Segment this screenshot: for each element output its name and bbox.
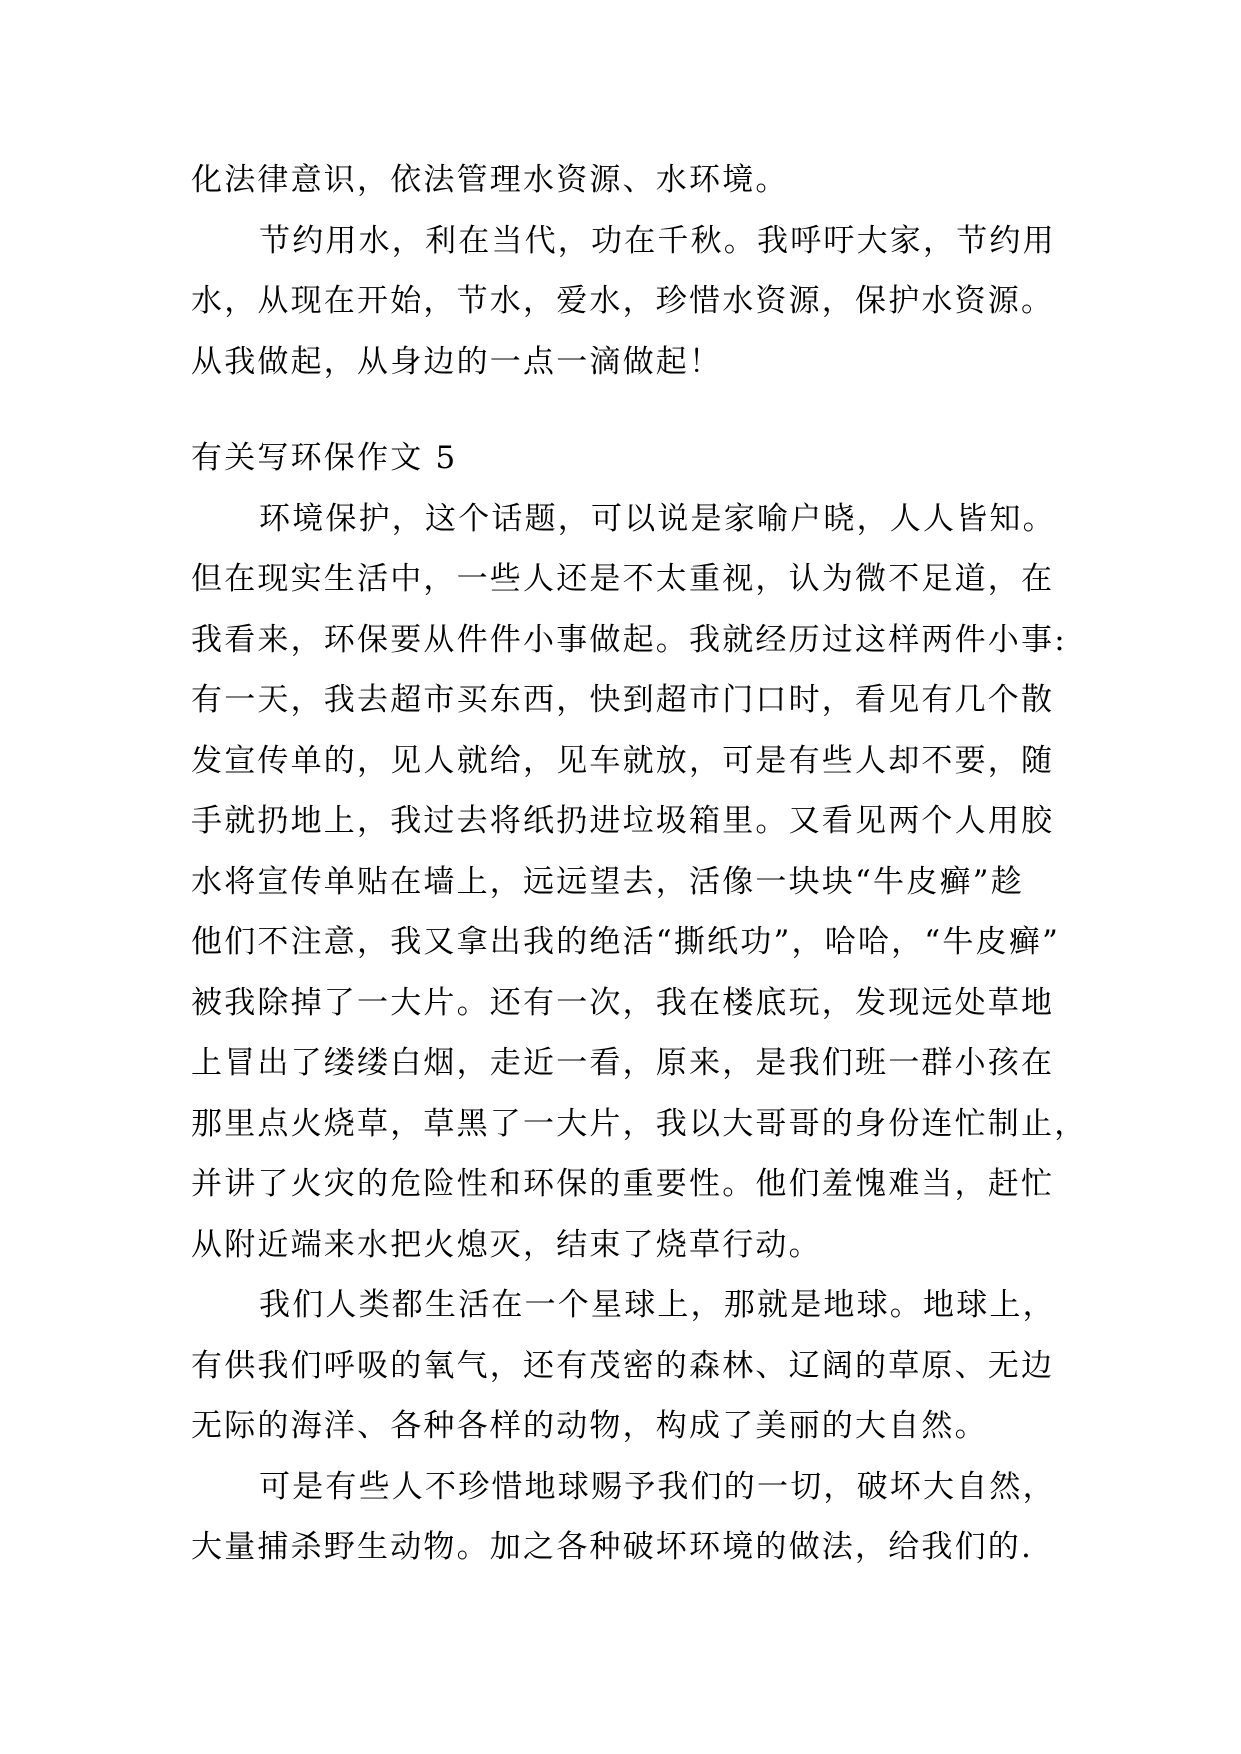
paragraph: [191, 489, 1088, 1276]
paragraph-line: 有供我们呼吸的氧气，还有茂密的森林、辽阔的草原、无边: [191, 1347, 1055, 1384]
paragraph-line: 有一天，我去超市买东西，快到超市门口时，看见有几个散: [191, 682, 1055, 718]
paragraph-line: 可是有些人不珍惜地球赐予我们的一切，破坏大自然，: [259, 1468, 1056, 1505]
paragraph-line: 并讲了火灾的危险性和环保的重要性。他们羞愧难当，赶忙: [191, 1166, 1055, 1202]
paragraph-line: 那里点火烧草，草黑了一大片，我以大哥哥的身份连忙制止，: [191, 1105, 1088, 1142]
paragraph-line: 水将宣传单贴在墙上，远远望去，活像一块块“牛皮癣”趁: [191, 863, 1024, 900]
paragraph-line: 化法律意识，依法管理水资源、水环境。: [191, 162, 789, 198]
paragraph-line: 但在现实生活中，一些人还是不太重视，认为微不足道，在: [191, 561, 1055, 597]
paragraph-line: 他们不注意，我又拿出我的绝活“撕纸功”，哈哈，“牛皮癣”: [191, 924, 1060, 960]
paragraph: [191, 150, 1071, 211]
paragraph-line: 从我做起，从身边的一点一滴做起！: [191, 343, 723, 380]
paragraph-line: 手就扔地上，我过去将纸扔进垃圾箱里。又看见两个人用胶: [191, 803, 1055, 839]
paragraph-line: 发宣传单的，见人就给，见车就放，可是有些人却不要，随: [191, 742, 1055, 779]
document-body: [191, 150, 1088, 1578]
paragraph-line: 我们人类都生活在一个星球上，那就是地球。地球上，: [259, 1287, 1056, 1323]
paragraph: [191, 1275, 1071, 1457]
paragraph-line: 无际的海洋、各种各样的动物，构成了美丽的大自然。: [191, 1408, 988, 1444]
section-heading: [191, 428, 1071, 489]
paragraph-line: 被我除掉了一大片。还有一次，我在楼底玩，发现远处草地: [191, 984, 1055, 1021]
paragraph: [191, 1457, 1071, 1578]
paragraph-line: 上冒出了缕缕白烟，走近一看，原来，是我们班一群小孩在: [191, 1045, 1055, 1081]
paragraph-line: 从附近端来水把火熄灭，结束了烧草行动。: [191, 1226, 822, 1263]
paragraph-line: 我看来，环保要从件件小事做起。我就经历过这样两件小事:: [191, 621, 1067, 658]
paragraph: [191, 211, 1071, 393]
paragraph-line: 节约用水，利在当代，功在千秋。我呼吁大家，节约用: [259, 222, 1056, 259]
paragraph-line: 大量捕杀野生动物。加之各种破坏环境的做法，给我们的.: [191, 1529, 1034, 1565]
paragraph-line: 环境保护，这个话题，可以说是家喻户晓，人人皆知。: [259, 500, 1056, 537]
heading-text: 有关写环保作文 5: [191, 440, 458, 476]
paragraph-line: 水，从现在开始，节水，爱水，珍惜水资源，保护水资源。: [191, 283, 1055, 319]
